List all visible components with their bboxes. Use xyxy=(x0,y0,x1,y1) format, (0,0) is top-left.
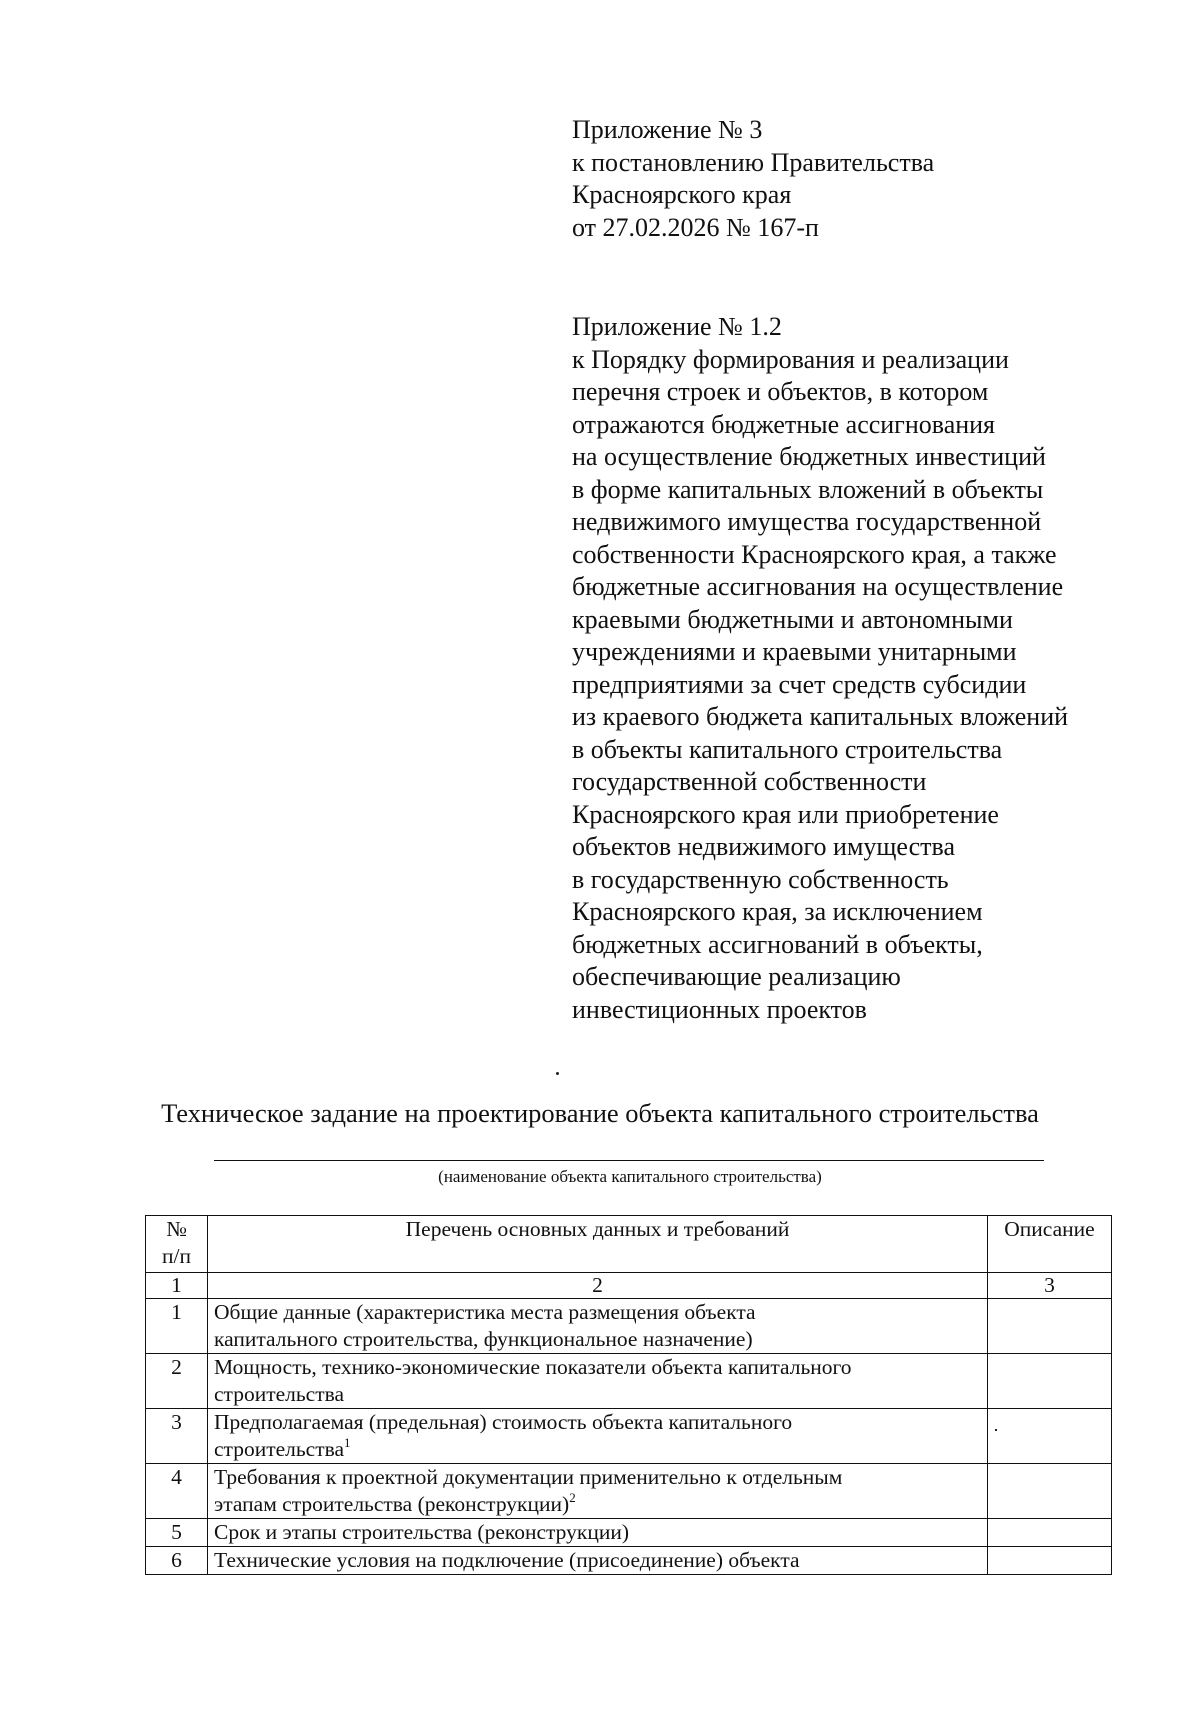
row-description-cell xyxy=(988,1464,1112,1519)
table-row xyxy=(146,1354,1112,1409)
appendix-1-2-line: отражаются бюджетные ассигнования xyxy=(572,409,996,439)
row-description-cell xyxy=(988,1519,1112,1547)
appendix-1-2-header xyxy=(572,311,1068,1026)
row-number: 6 xyxy=(146,1547,208,1575)
appendix-1-2-line: из краевого бюджета капитальных вложений xyxy=(572,702,1069,731)
header-number-abbrev: п/п xyxy=(162,1244,191,1268)
appendix-1-2-line: Красноярского края или приобретение xyxy=(572,799,999,829)
scan-speck xyxy=(995,1429,997,1431)
row-requirement xyxy=(208,1519,988,1547)
row-requirement-line: Требования к проектной документации применительно к отдельным xyxy=(214,1465,843,1489)
row-requirement-line: Технические условия на подключение (присоединение) объекта xyxy=(214,1548,800,1572)
appendix-1-2-line: в государственную собственность xyxy=(572,864,949,894)
appendix-3-header xyxy=(572,114,934,244)
row-description-cell xyxy=(988,1299,1112,1354)
table-row xyxy=(146,1409,1112,1464)
object-name-caption: (наименование объекта капитального строительства) xyxy=(438,1167,822,1186)
row-requirement-line xyxy=(214,1436,983,1463)
row-requirement xyxy=(208,1354,988,1409)
appendix-1-2-line: инвестиционных проектов xyxy=(572,994,867,1024)
appendix-1-2-line: к Порядку формирования и реализации xyxy=(572,344,1009,374)
index-cell: 3 xyxy=(988,1273,1112,1299)
table-row xyxy=(146,1519,1112,1547)
row-requirement-line: Общие данные (характеристика места размещения объекта xyxy=(214,1300,756,1324)
appendix-1-2-line: объектов недвижимого имущества xyxy=(572,832,955,861)
table-header-row xyxy=(146,1216,1112,1273)
row-requirement xyxy=(208,1299,988,1354)
row-number: 4 xyxy=(146,1464,208,1519)
table-row xyxy=(146,1547,1112,1575)
header-value-cell: Описание xyxy=(988,1216,1112,1273)
appendix-1-2-line: государственной собственности xyxy=(572,767,927,796)
row-requirement-line: Мощность, технико-экономические показатели объекта капитального xyxy=(214,1355,852,1379)
row-number: 5 xyxy=(146,1519,208,1547)
appendix-1-2-line: бюджетные ассигнования на осуществление xyxy=(572,572,1064,601)
appendix-1-2-line: Приложение № 1.2 xyxy=(572,312,782,341)
appendix-3-line: Приложение № 3 xyxy=(572,115,763,144)
appendix-1-2-line: на осуществление бюджетных инвестиций xyxy=(572,442,1046,471)
footnote-marker: 1 xyxy=(344,1435,351,1450)
appendix-1-2-line: перечня строек и объектов, в котором xyxy=(572,377,989,406)
index-cell: 1 xyxy=(146,1273,208,1299)
index-cell: 2 xyxy=(208,1273,988,1299)
appendix-1-2-line: предприятиями за счет средств субсидии xyxy=(572,669,1027,699)
row-description-cell xyxy=(988,1409,1112,1464)
scan-speck xyxy=(556,1072,559,1075)
row-number: 2 xyxy=(146,1354,208,1409)
document-title: Техническое задание на проектирование объекта капитального строительства xyxy=(161,1098,1039,1128)
row-number: 1 xyxy=(146,1299,208,1354)
table-row xyxy=(146,1299,1112,1354)
row-requirement-line: строительства xyxy=(214,1382,345,1406)
appendix-1-2-line: в объекты капитального строительства xyxy=(572,734,1003,764)
row-requirement-line: Предполагаемая (предельная) стоимость объекта капитального xyxy=(214,1410,793,1434)
row-requirement-line: капитального строительства, функциональное назначение) xyxy=(214,1327,753,1351)
appendix-1-2-line: краевыми бюджетными и автономными xyxy=(572,604,1013,634)
row-requirement-line-text: этапам строительства (реконструкции) xyxy=(214,1492,570,1516)
appendix-1-2-line: бюджетных ассигнований в объекты, xyxy=(572,929,983,959)
appendix-1-2-line: обеспечивающие реализацию xyxy=(572,962,901,991)
row-requirement-line xyxy=(214,1491,983,1518)
appendix-1-2-line: учреждениями и краевыми унитарными xyxy=(572,637,1017,666)
header-description-cell: Перечень основных данных и требований xyxy=(208,1216,988,1273)
row-number: 3 xyxy=(146,1409,208,1464)
row-requirement xyxy=(208,1464,988,1519)
header-number-symbol: № xyxy=(166,1217,187,1241)
appendix-1-2-line: в форме капитальных вложений в объекты xyxy=(572,474,1044,504)
appendix-1-2-line: собственности Красноярского края, а также xyxy=(572,539,1057,569)
footnote-marker: 2 xyxy=(569,1490,576,1505)
appendix-3-line: Красноярского края xyxy=(572,180,792,209)
table-row xyxy=(146,1464,1112,1519)
row-description-cell xyxy=(988,1354,1112,1409)
row-requirement xyxy=(208,1547,988,1575)
header-number-cell xyxy=(146,1216,208,1273)
table-index-row xyxy=(146,1273,1112,1299)
object-name-blank-line xyxy=(214,1160,1044,1161)
row-description-cell xyxy=(988,1547,1112,1575)
requirements-table xyxy=(145,1215,1112,1575)
row-requirement xyxy=(208,1409,988,1464)
row-requirement-line: Срок и этапы строительства (реконструкции) xyxy=(214,1520,630,1544)
row-requirement-line-text: строительства xyxy=(214,1437,345,1461)
appendix-3-line: от 27.02.2026 № 167-п xyxy=(572,212,819,242)
appendix-3-line: к постановлению Правительства xyxy=(572,147,935,177)
appendix-1-2-line: недвижимого имущества государственной xyxy=(572,507,1042,536)
appendix-1-2-line: Красноярского края, за исключением xyxy=(572,897,983,926)
